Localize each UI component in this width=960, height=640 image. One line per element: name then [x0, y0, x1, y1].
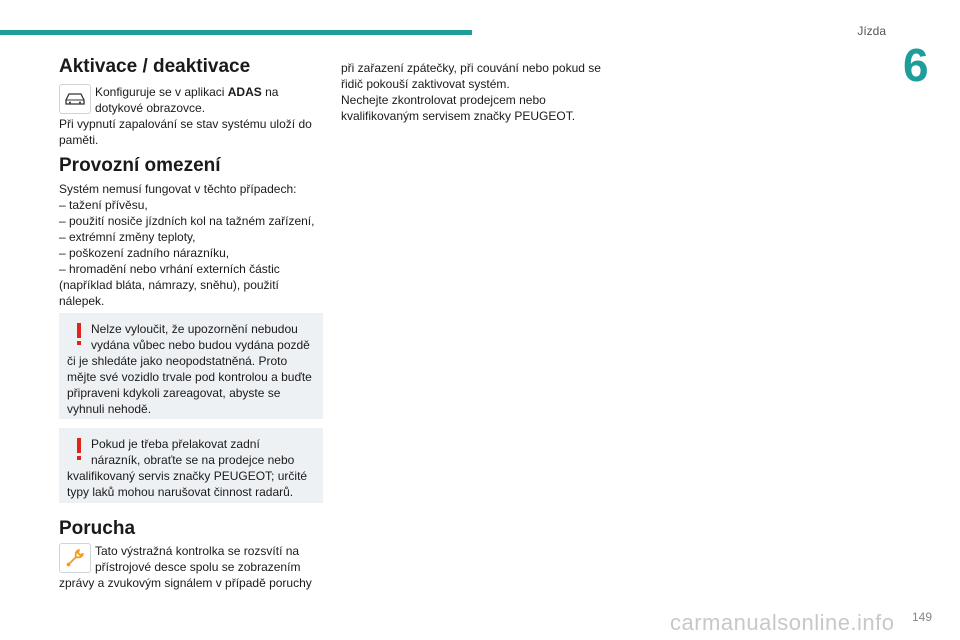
wrench-icon — [59, 543, 91, 573]
right-column — [341, 60, 611, 124]
exclamation-icon — [67, 436, 91, 466]
header-accent-bar — [0, 30, 472, 35]
watermark: carmanualsonline.info — [670, 610, 895, 635]
fault-line2: přístrojové desce spolu se zobrazením — [95, 560, 301, 574]
warning1-line6: vyhnuli nehodě. — [67, 402, 152, 416]
warning1-line4: mějte své vozidlo trvale pod kontrolou a buďte — [67, 370, 312, 384]
warning-box-2 — [59, 428, 323, 503]
limits-item: – poškození zadního nárazníku, — [59, 246, 230, 260]
right-line1: při zařazení zpátečky, při couvání nebo pokud se — [341, 61, 601, 75]
exclamation-icon — [67, 321, 91, 351]
heading-activation: Aktivace / deaktivace — [59, 56, 251, 77]
limits-block — [59, 181, 323, 309]
limits-intro: Systém nemusí fungovat v těchto případech: — [59, 182, 297, 196]
warning-box-1 — [59, 313, 323, 419]
activation-app-name: ADAS — [227, 85, 262, 99]
limits-item: – tažení přívěsu, — [59, 198, 148, 212]
fault-line1: Tato výstražná kontrolka se rozsvítí na — [95, 544, 300, 558]
limits-item: – extrémní změny teploty, — [59, 230, 196, 244]
limits-item: – použití nosiče jízdních kol na tažném zařízení, — [59, 214, 315, 228]
warning2-line1: Pokud je třeba přelakovat zadní — [91, 437, 260, 451]
heading-fault: Porucha — [59, 518, 136, 539]
warning2-line2: nárazník, obraťte se na prodejce nebo — [91, 453, 295, 467]
right-line3: Nechejte zkontrolovat prodejcem nebo — [341, 93, 546, 107]
activation-line2: dotykové obrazovce. — [95, 101, 206, 115]
activation-line4: paměti. — [59, 133, 99, 147]
chapter-number: 6 — [903, 39, 929, 91]
activation-line1 — [59, 84, 323, 100]
activation-block — [59, 84, 323, 148]
car-icon — [59, 84, 91, 114]
limits-tail: nálepek. — [59, 294, 105, 308]
page-number: 149 — [911, 610, 932, 624]
fault-line3: zprávy a zvukovým signálem v případě poruchy — [59, 576, 312, 590]
activation-line1-pre: Konfiguruje se v aplikaci — [95, 85, 228, 99]
warning1-line1: Nelze vyloučit, že upozornění nebudou — [91, 322, 298, 336]
activation-line3: Při vypnutí zapalování se stav systému uloží do — [59, 117, 312, 131]
warning2-line3: kvalifikovaný servis značky PEUGEOT; určité — [67, 469, 308, 483]
limits-item: – hromadění nebo vrhání externích částic — [59, 262, 280, 276]
warning1-line3: či je shledáte jako neopodstatněná. Proto — [67, 354, 288, 368]
activation-line1-post: na — [261, 85, 279, 99]
warning1-line5: připraveni kdykoli zareagovat, abyste se — [67, 386, 281, 400]
warning1-line2: vydána vůbec nebo budou vydána pozdě — [91, 338, 310, 352]
heading-limits: Provozní omezení — [59, 155, 221, 176]
chapter-title: Jízda — [857, 24, 886, 38]
warning2-line4: typy laků mohou narušovat činnost radarů. — [67, 485, 294, 499]
right-line2: řidič pokouší zaktivovat systém. — [341, 77, 510, 91]
fault-block — [59, 543, 323, 591]
limits-tail: (například bláta, námrazy, sněhu), použití — [59, 278, 279, 292]
right-line4: kvalifikovaným servisem značky PEUGEOT. — [341, 109, 576, 123]
